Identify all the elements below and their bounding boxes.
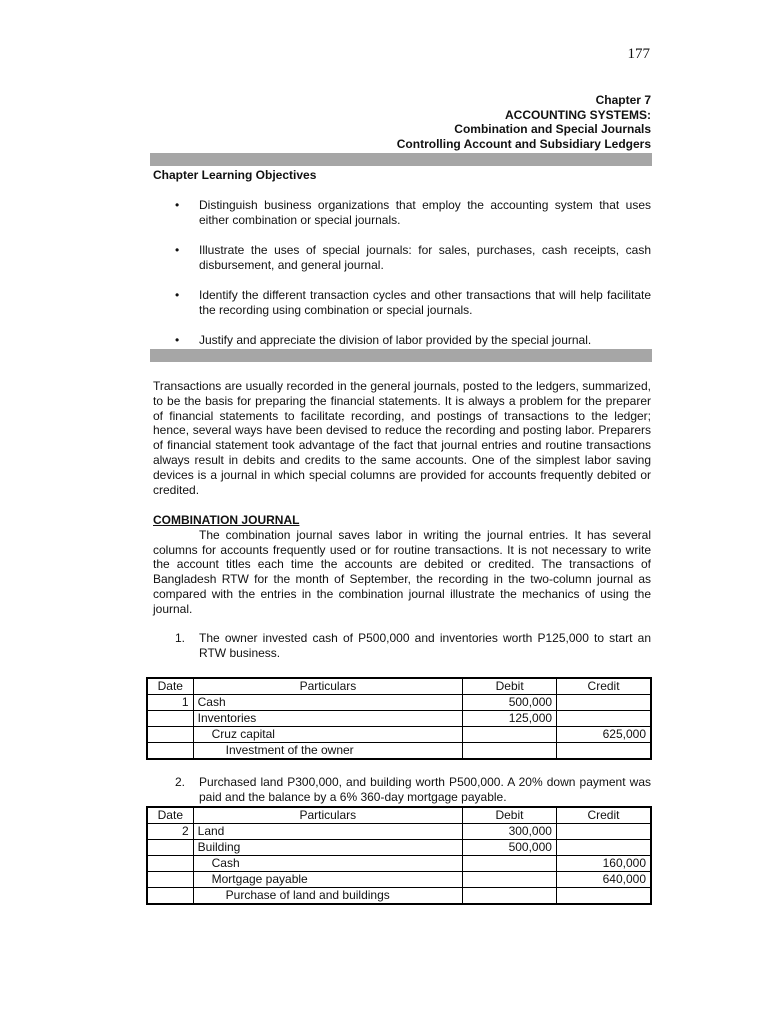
list-item: • Identify the different transaction cycles and other transactions that will help facilitate the recording using combination or special journals.	[175, 288, 651, 317]
item-number: 2.	[175, 775, 186, 789]
list-item: • Illustrate the uses of special journals: for sales, purchases, cash receipts, cash disbursement, and general journal.	[175, 243, 651, 272]
page-number: 177	[627, 46, 650, 62]
list-item: • Distinguish business organizations that employ the accounting system that uses either combination or special journals.	[175, 198, 651, 227]
chapter-header	[300, 93, 651, 151]
section-title: COMBINATION JOURNAL	[153, 513, 300, 527]
table-row: Investment of the owner	[147, 743, 651, 760]
bullet-icon: •	[175, 333, 180, 347]
divider-bar	[150, 349, 652, 362]
table-row: 2 Land 300,000	[147, 824, 651, 840]
bullet-icon: •	[175, 198, 180, 212]
journal-table	[146, 677, 652, 760]
table-row: Cash 160,000	[147, 856, 651, 872]
table-row: Inventories 125,000	[147, 711, 651, 727]
section-paragraph: The combination journal saves labor in writing the journal entries. It has several columns for accounts frequently used or for routine transactions. It is not necessary to write the account titles each time the accounts are debited or credited. The transactions of Bangladesh RTW for the month of September, the recording in the two-column journal as compared with the entries in the combination journal illustrate the mechanics of using the journal.	[153, 527, 651, 616]
chapter-subtitle: Controlling Account and Subsidiary Ledgers	[396, 136, 651, 151]
table-row: Cruz capital 625,000	[147, 727, 651, 743]
item-number: 1.	[175, 631, 186, 645]
objectives-list	[153, 198, 651, 364]
chapter-subtitle: Combination and Special Journals	[454, 122, 651, 136]
table-row: Purchase of land and buildings	[147, 888, 651, 905]
table-row: 1 Cash 500,000	[147, 695, 651, 711]
table-header: Date Particulars Debit Credit	[147, 678, 651, 695]
chapter-number: Chapter 7	[595, 93, 651, 107]
journal-table	[146, 806, 652, 905]
list-item: • Justify and appreciate the division of labor provided by the special journal.	[175, 333, 592, 347]
chapter-title: ACCOUNTING SYSTEMS:	[504, 107, 651, 122]
transaction-description: 2. Purchased land P300,000, and building worth P500,000. A 20% down payment was paid and the balance by a 6% 360-day mortgage payable.	[175, 775, 651, 804]
table-row: Mortgage payable 640,000	[147, 872, 651, 888]
intro-paragraph: Transactions are usually recorded in the general journals, posted to the ledgers, summarized, to be the basis for preparing the financial statements. It is always a problem for the preparer of financial statements to facilitate recording, and postings of transactions to the ledger; hence, several ways have been devised to reduce the recording and posting labor. Preparers of financial statement took advantage of the fact that journal entries and routine transactions always result in debits and credits to the same accounts. One of the simplest labor saving devices is a journal in which special columns are provided for accounts frequently debited or credited.	[153, 379, 651, 497]
table-header: Date Particulars Debit Credit	[147, 807, 651, 824]
table-row: Building 500,000	[147, 840, 651, 856]
transaction-description: 1. The owner invested cash of P500,000 and inventories worth P125,000 to start an RTW business.	[175, 631, 651, 660]
bullet-icon: •	[175, 243, 180, 257]
bullet-icon: •	[175, 288, 180, 302]
divider-bar	[150, 153, 652, 166]
objectives-title: Chapter Learning Objectives	[153, 168, 317, 182]
combination-section	[153, 513, 651, 617]
